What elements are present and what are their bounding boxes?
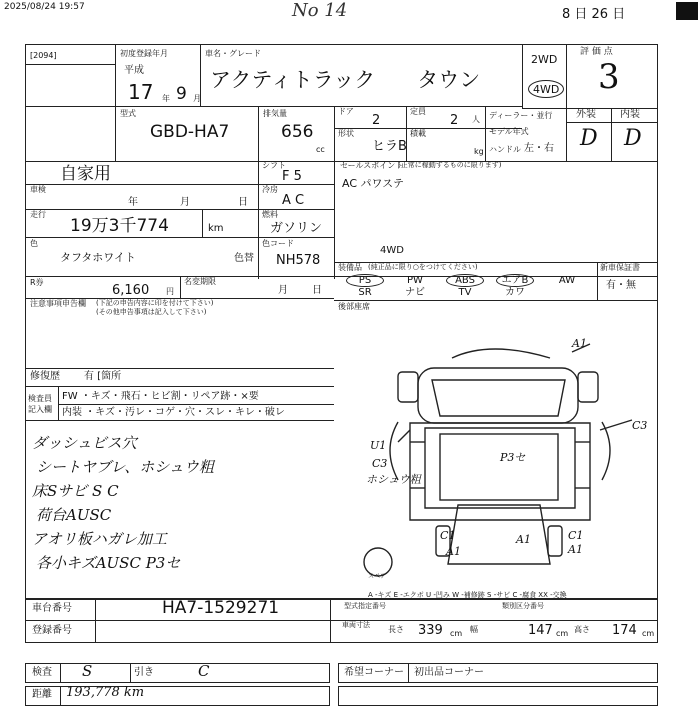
repair-history-label: 修復歴: [30, 371, 60, 382]
inspection-label: 車検: [30, 185, 46, 194]
paint-label: 色替: [234, 253, 254, 264]
equipment-item: ナビ: [405, 287, 425, 298]
corner-mark: [676, 2, 698, 20]
equipment-item: エアB: [501, 275, 529, 286]
corner-value: 初出品コーナー: [414, 667, 484, 678]
handwritten-note: ダッシュビス穴: [32, 434, 137, 452]
reg-year: 17: [128, 80, 154, 104]
notes-sub2: (その他申告事項は記入して下さい): [96, 308, 207, 316]
handwritten-note: 各小キズAUSC P3セ: [36, 554, 181, 572]
pull-label: 引き: [134, 667, 154, 678]
height-unit: cm: [642, 629, 655, 638]
cc-unit: cc: [316, 145, 325, 154]
kg-unit: kg: [474, 147, 484, 156]
handwritten-number: No 14: [292, 0, 348, 21]
model-year-label: モデル年式: [489, 127, 529, 136]
yen-unit: 円: [166, 287, 174, 296]
ext-grade: D: [580, 126, 598, 151]
sales-4wd: 4WD: [380, 245, 404, 256]
notes-sub: (下記の申告内容に印を付けて下さい): [96, 299, 214, 307]
name-change-month: 月: [278, 285, 288, 296]
score-label: 評 価 点: [580, 47, 613, 57]
ac-value: A C: [282, 193, 305, 208]
rear-seat-label: 後部座席: [338, 302, 370, 311]
damage-mark: A1: [572, 337, 587, 350]
fuel-value: ガソリン: [270, 221, 323, 236]
displacement-value: 656: [281, 122, 314, 142]
inspector-label: 検査員記入欄: [28, 394, 52, 414]
equipment-item: AW: [558, 275, 576, 286]
month-unit: 月: [193, 94, 201, 103]
sales-point-label: セールスポイント: [340, 161, 404, 170]
year-unit: 年: [162, 94, 170, 103]
damage-mark: A1: [568, 543, 583, 556]
door-label: ドア: [338, 107, 354, 116]
insp-year-unit: 年: [128, 197, 138, 208]
equipment-label: 装備品: [338, 263, 362, 272]
pull-value: C: [198, 662, 210, 680]
sales-point-sub: (正常に稼動するものに限ります): [398, 161, 502, 169]
era-label: 平成: [124, 65, 144, 76]
equipment-sub: (純正品に限り○をつけてください): [368, 263, 478, 271]
inspection-frame: [25, 663, 330, 683]
inspector-row-2: 内装 ・キズ・汚レ・コゲ・穴・スレ・キレ・破レ: [62, 407, 285, 418]
damage-mark: C3: [372, 457, 388, 470]
print-timestamp: 2025/08/24 19:57: [4, 2, 85, 12]
person-unit: 人: [472, 115, 480, 124]
recycle-fee: 6,160: [112, 283, 150, 298]
handwritten-note: アオリ板ハガレ加工: [32, 530, 167, 548]
equipment-item: ABS: [455, 275, 475, 286]
size-head-1: 型式指定番号: [344, 602, 386, 610]
dealer-label: ディーラー・並行: [489, 111, 553, 120]
handwritten-note: 床Sサビ S C: [32, 482, 119, 500]
equipment-item: カワ: [505, 287, 525, 298]
color-label: 色: [30, 239, 38, 248]
car-name-label: 車名・グレード: [205, 49, 261, 58]
size-label-width: 幅: [470, 625, 478, 634]
equipment-item: SR: [358, 287, 372, 298]
inspector-row-1: FW ・キズ・飛石・ヒビ割・リペア跡・×要: [62, 391, 259, 402]
first-reg-label: 初度登録年月: [120, 49, 168, 58]
equipment-circle: [446, 274, 484, 287]
damage-mark: P3セ: [500, 451, 526, 464]
capacity-value: 2: [450, 113, 459, 128]
equipment-item: TV: [458, 287, 472, 298]
equipment-circle: [346, 274, 384, 287]
inspection-bottom-label: 検査: [32, 667, 52, 678]
damage-mark: U1: [370, 439, 387, 452]
insp-month-unit: 月: [180, 197, 190, 208]
shift-label: シフト: [262, 161, 286, 170]
warranty-label: 新車保証書: [600, 263, 640, 272]
shift-value: F 5: [282, 169, 302, 184]
equipment-item: PS: [358, 275, 372, 286]
top-date: 8 日 26 日: [562, 7, 626, 22]
handle-value: 左・右: [524, 143, 554, 154]
bottom-right-frame: [338, 686, 658, 706]
chassis-number: HA7-1529271: [162, 598, 280, 618]
handle-label: ハンドル: [489, 145, 521, 154]
color-code-label: 色コード: [262, 239, 294, 248]
name-change-label: 名変期限: [184, 277, 216, 286]
damage-mark: A1: [516, 533, 531, 546]
km-unit: km: [208, 223, 224, 234]
score-value: 3: [598, 57, 620, 97]
distance-label: 距離: [32, 689, 52, 700]
damage-mark: C3: [632, 419, 648, 432]
damage-mark: ホシュウ粗: [366, 473, 421, 486]
length-value: 339: [418, 623, 443, 638]
mileage-value: 19万3千774: [70, 216, 169, 236]
lot-code: [2094]: [30, 51, 57, 60]
damage-mark: C1: [440, 529, 456, 542]
drive-2wd: 2WD: [531, 53, 558, 66]
color-code-value: NH578: [276, 253, 321, 268]
displacement-label: 排気量: [263, 109, 287, 118]
name-change-day: 日: [312, 285, 322, 296]
inspection-bottom-value: S: [82, 662, 93, 680]
int-grade: D: [624, 126, 642, 151]
size-label-height: 高さ: [574, 625, 590, 634]
hope-corner-label: 希望コーナー: [344, 667, 404, 678]
load-label: 積載: [410, 129, 426, 138]
fuel-label: 燃料: [262, 210, 278, 219]
notes-head: 注意事項申告欄: [30, 299, 86, 308]
distance-value: 193,778 km: [66, 685, 145, 700]
chassis-label: 車台番号: [32, 603, 72, 614]
damage-mark: C1: [568, 529, 584, 542]
model-code: GBD-HA7: [150, 122, 230, 142]
handwritten-note: 荷台AUSC: [36, 506, 112, 524]
door-value: 2: [372, 113, 381, 128]
width-unit: cm: [556, 629, 569, 638]
ac-label: 冷房: [262, 185, 278, 194]
reg-number-label: 登録番号: [32, 625, 72, 636]
sales-point-text: AC パワステ: [342, 177, 404, 190]
model-label: 型式: [120, 109, 136, 118]
shape-value: ヒラB: [372, 139, 407, 154]
color-value: タフタホワイト: [60, 251, 136, 264]
equipment-item: PW: [407, 275, 423, 286]
size-head-2: 類別区分番号: [502, 602, 544, 610]
spare-label: スペア: [368, 573, 387, 580]
size-head-3: 車両寸法: [342, 621, 370, 629]
repair-history-value: 有 [箇所: [84, 371, 122, 382]
width-value: 147: [528, 623, 553, 638]
recycle-label: R券: [30, 278, 44, 287]
drive-4wd: 4WD: [533, 83, 560, 96]
insp-day-unit: 日: [238, 197, 248, 208]
size-label-length: 長さ: [388, 625, 404, 634]
damage-mark: A1: [446, 545, 461, 558]
mileage-label: 走行: [30, 210, 46, 219]
height-value: 174: [612, 623, 637, 638]
length-unit: cm: [450, 629, 463, 638]
ext-label: 外装: [576, 109, 596, 120]
warranty-value: 有・無: [606, 280, 636, 291]
int-label: 内装: [620, 109, 640, 120]
shape-label: 形状: [338, 129, 354, 138]
usage-value: 自家用: [60, 164, 111, 184]
capacity-label: 定員: [410, 107, 426, 116]
reg-month: 9: [176, 84, 187, 104]
car-name: アクティトラック タウン: [210, 68, 481, 92]
handwritten-note: シートヤブレ、ホシュウ粗: [36, 458, 214, 476]
damage-legend: A ‐キズ E ‐エクボ U ‐凹み W ‐補修跡 S ‐サビ C ‐腐食 XX ‐交換: [368, 591, 567, 599]
equipment-circle: [496, 274, 534, 287]
